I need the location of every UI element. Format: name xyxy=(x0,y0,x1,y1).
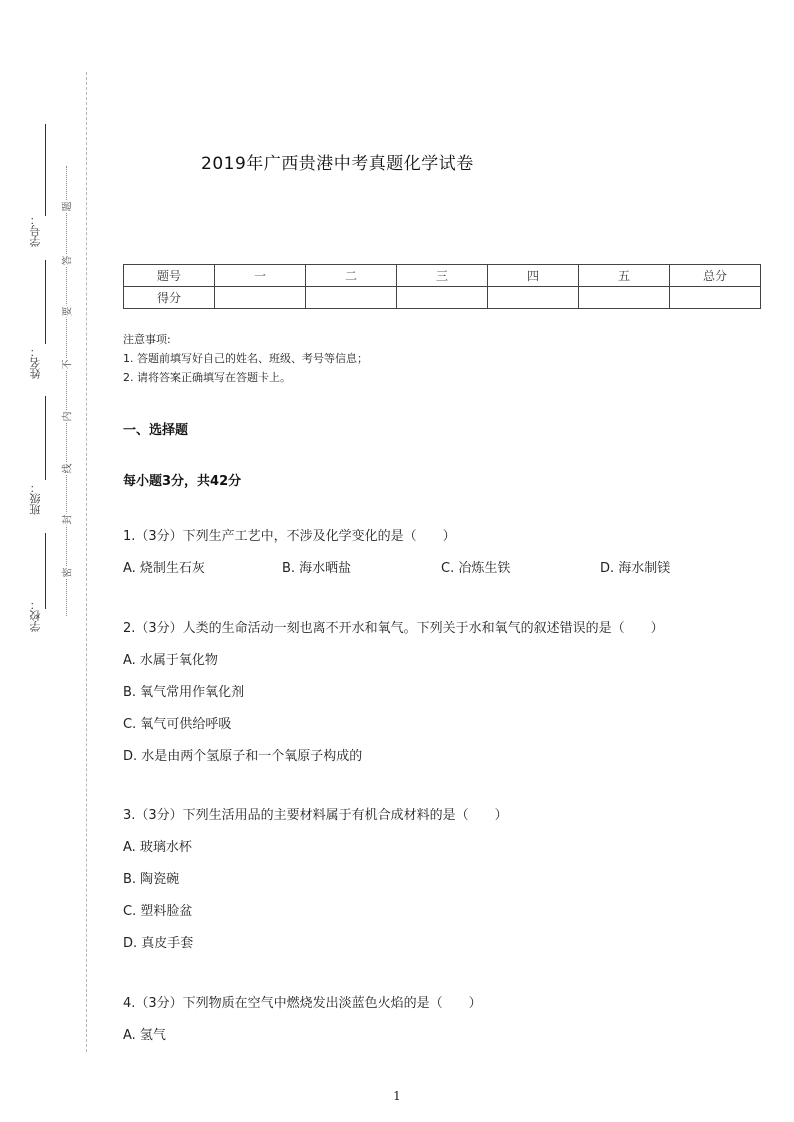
notes-item: 1. 答题前填写好自己的姓名、班级、考号等信息； xyxy=(123,352,368,365)
section-title: 一、选择题 xyxy=(123,423,189,438)
score-table-header-cell: 一 xyxy=(215,265,306,287)
school-line xyxy=(45,533,46,609)
question-option: A. 氢气 xyxy=(123,1028,166,1043)
question-option: D. 海水制镁 xyxy=(600,561,671,576)
score-table-header-cell: 三 xyxy=(397,265,488,287)
section-subtitle: 每小题3分，共42分 xyxy=(123,474,242,489)
page-number: 1 xyxy=(393,1089,401,1103)
score-table-score-row xyxy=(124,287,761,309)
score-table-header-cell: 总分 xyxy=(670,265,761,287)
score-input-cell[interactable] xyxy=(215,287,306,309)
seal-char: 封 xyxy=(59,514,74,526)
score-table-header-cell: 四 xyxy=(488,265,579,287)
question-option: C. 氧气可供给呼吸 xyxy=(123,717,232,732)
score-table-header-cell: 二 xyxy=(306,265,397,287)
score-input-cell[interactable] xyxy=(488,287,579,309)
question-option: A. 烧制生石灰 xyxy=(123,561,205,576)
question-option: C. 冶炼生铁 xyxy=(441,561,511,576)
class-label: 班级： xyxy=(29,482,42,515)
question-stem: 4.（3分）下列物质在空气中燃烧发出淡蓝色火焰的是（ ） xyxy=(123,996,482,1011)
score-table xyxy=(123,264,761,309)
student-id-label: 学号： xyxy=(29,214,42,247)
question-option: B. 氧气常用作氧化剂 xyxy=(123,685,245,700)
question-option: A. 玻璃水杯 xyxy=(123,840,192,855)
seal-char: 密 xyxy=(59,567,74,579)
question-option: D. 水是由两个氢原子和一个氧原子构成的 xyxy=(123,749,363,764)
binding-margin xyxy=(0,0,100,1122)
score-row-label: 得分 xyxy=(124,287,215,309)
notes-heading: 注意事项: xyxy=(123,333,171,346)
notes-block xyxy=(123,330,368,387)
question-option: C. 塑料脸盆 xyxy=(123,904,193,919)
seal-char: 要 xyxy=(59,306,74,318)
seal-dash-line xyxy=(66,166,67,616)
cut-line xyxy=(86,72,87,1052)
score-table-header-cell: 题号 xyxy=(124,265,215,287)
score-input-cell[interactable] xyxy=(670,287,761,309)
question-stem: 2.（3分）人类的生命活动一刻也离不开水和氧气。下列关于水和氧气的叙述错误的是（ ） xyxy=(123,621,664,636)
name-label: 姓名： xyxy=(29,346,42,379)
score-input-cell[interactable] xyxy=(306,287,397,309)
question-stem: 3.（3分）下列生活用品的主要材料属于有机合成材料的是（ ） xyxy=(123,808,508,823)
seal-char: 题 xyxy=(59,201,74,213)
question-stem: 1.（3分）下列生产工艺中，不涉及化学变化的是（ ） xyxy=(123,529,456,544)
name-line xyxy=(45,260,46,344)
question-option: B. 陶瓷碗 xyxy=(123,872,180,887)
question-option: B. 海水晒盐 xyxy=(282,561,352,576)
seal-char: 内 xyxy=(59,411,74,423)
exam-title: 2019年广西贵港中考真题化学试卷 xyxy=(201,154,474,174)
score-table-header-row xyxy=(124,265,761,287)
school-label: 学校： xyxy=(29,599,42,632)
seal-char: 不 xyxy=(59,359,74,371)
student-id-line xyxy=(45,124,46,216)
score-table-header-cell: 五 xyxy=(579,265,670,287)
seal-char: 答 xyxy=(59,255,74,267)
seal-char: 线 xyxy=(59,463,74,475)
question-option: A. 水属于氧化物 xyxy=(123,653,218,668)
score-input-cell[interactable] xyxy=(579,287,670,309)
score-input-cell[interactable] xyxy=(397,287,488,309)
class-line xyxy=(45,396,46,480)
question-option: D. 真皮手套 xyxy=(123,936,194,951)
notes-item: 2. 请将答案正确填写在答题卡上。 xyxy=(123,371,291,384)
